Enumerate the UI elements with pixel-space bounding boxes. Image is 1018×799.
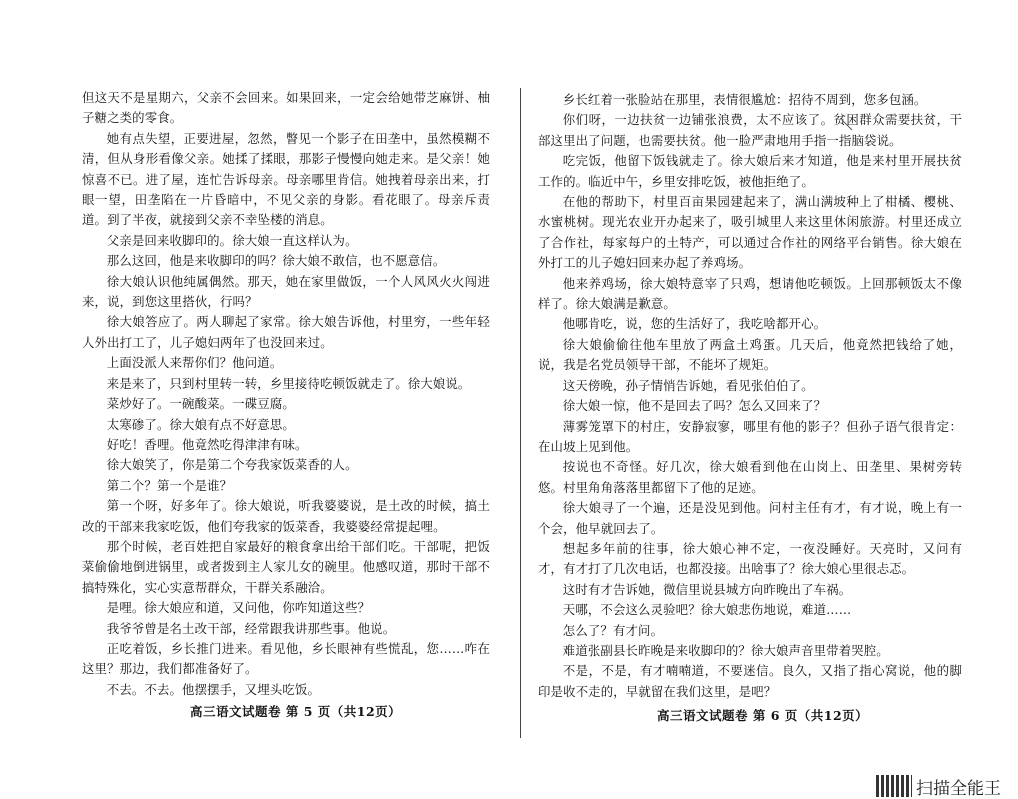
paragraph: 正吃着饭，乡长推门进来。看见他，乡长眼神有些慌乱，您……咋在这里？那边，我们都准备好了。 <box>82 640 490 677</box>
stray-mark-icon <box>840 118 854 132</box>
paragraph: 徐大娘笑了，你是第二个夸我家饭菜香的人。 <box>106 457 358 473</box>
paragraph: 徐大娘一惊，他不是回去了吗？怎么又回来了？ <box>562 398 827 414</box>
page-footer: 高三语文试题卷 第 5 页（共12页） <box>190 704 402 719</box>
paragraph: 他来养鸡场，徐大娘特意宰了只鸡，想请他吃顿饭。上回那顿饭太不像样了。徐大娘满是歉意。 <box>538 275 962 312</box>
paragraph: 徐大娘答应了。两人聊起了家常。徐大娘告诉他，村里穷，一些年轻人外出打工了，儿子媳妇两年了也没回来过。 <box>82 314 490 350</box>
paragraph: 我爷爷曾是名土改干部，经常跟我讲那些事。他说。 <box>106 620 396 636</box>
right-page <box>509 0 1018 799</box>
paragraph: 按说也不奇怪。好几次，徐大娘看到他在山岗上、田垄里、果树旁转悠。村里角角落落里都留下了他的足迹。 <box>538 459 962 495</box>
paragraph: 来是来了，只到村里转一转，乡里接待吃顿饭就走了。徐大娘说。 <box>106 375 471 391</box>
right-page-body <box>538 90 962 702</box>
paragraph: 太寒碜了。徐大娘有点不好意思。 <box>106 416 295 432</box>
paragraph: 这时有才告诉她，微信里说县城方向昨晚出了车祸。 <box>562 581 852 597</box>
paragraph: 不去。不去。他摆摆手，又埋头吃饭。 <box>106 681 320 697</box>
paragraph: 他哪肯吃，说，您的生活好了，我吃啥都开心。 <box>562 316 827 332</box>
watermark-text: 扫描全能王 <box>916 778 1001 799</box>
paragraph: 但这天不是星期六，父亲不会回来。如果回来，一定会给她带芝麻饼、柚子糖之类的零食。 <box>82 90 490 126</box>
paragraph: 在他的帮助下，村里百亩果园建起来了，满山满坡种上了柑橘、樱桃、水蜜桃树。现光农业开办起来了，吸引城里人来这里休闲旅游。村里还成立了合作社，每家每户的土特产，可以通过合作社的网络平台销售。徐大娘在外打工的儿子媳妇回来办起了养鸡场。 <box>538 194 962 271</box>
paragraph: 乡长红着一张脸站在那里，表情很尴尬：招待不周到，您多包涵。 <box>562 92 927 107</box>
paragraph: 是哩。徐大娘应和道，又问他，你咋知道这些？ <box>106 600 371 616</box>
paragraph: 她有点失望，正要进屋，忽然，瞥见一个影子在田垄中，虽然模糊不清，但从身形看像父亲。她揉了揉眼，那影子慢慢向她走来。是父亲！她惊喜不已。进了屋，连忙告诉母亲。母亲哪里肯信。她拽着母亲出来，打眼一望，田垄陷在一片昏暗中，不见父亲的身影。看花眼了。母亲斥责道。到了半夜，就接到父亲不幸坠楼的消息。 <box>82 130 490 228</box>
paragraph: 第二个？第一个是谁？ <box>106 477 233 493</box>
paragraph: 第一个呀，好多年了。徐大娘说，听我婆婆说，是土改的时候，搞土改的干部来我家吃饭，他们夸我家的饭菜香，我婆婆经常提起哩。 <box>82 498 490 534</box>
paragraph: 好吃！香哩。他竟然吃得津津有味。 <box>106 436 308 452</box>
paragraph: 难道张副县长昨晚是来收脚印的？徐大娘声音里带着哭腔。 <box>562 642 889 658</box>
page-footer: 高三语文试题卷 第 6 页（共12页） <box>657 708 869 723</box>
qr-code-icon <box>876 775 912 797</box>
paragraph: 徐大娘寻了一个遍，还是没见到他。问村主任有才，有才说，晚上有一个会，他早就回去了。 <box>538 500 962 536</box>
paragraph: 菜炒好了。一碗酸菜。一碟豆腐。 <box>106 396 295 412</box>
scanner-watermark <box>876 775 1001 797</box>
paragraph: 徐大娘偷偷往他车里放了两盒土鸡蛋。几天后，他竟然把钱给了她，说，我是名党员领导干部，不能坏了规矩。 <box>538 336 962 373</box>
paragraph: 父亲是回来收脚印的。徐大娘一直这样认为。 <box>106 232 358 248</box>
left-page-body <box>82 88 490 700</box>
paragraph: 那么这回，他是来收脚印的吗？徐大娘不敢信，也不愿意信。 <box>106 253 446 269</box>
paragraph: 吃完饭，他留下饭钱就走了。徐大娘后来才知道，他是来村里开展扶贫工作的。临近中午，乡里安排吃饭，被他拒绝了。 <box>538 153 962 189</box>
paragraph: 不是，不是，有才喃喃道，不要迷信。良久，又指了指心窝说，他的脚印是收不走的，早就留在我们这里，是吧？ <box>538 663 962 699</box>
paragraph: 这天傍晚，孙子情悄告诉她，看见张伯伯了。 <box>562 377 814 393</box>
paragraph: 上面没派人来帮你们？他问道。 <box>106 355 283 371</box>
paragraph: 想起多年前的往事，徐大娘心神不定，一夜没睡好。天亮时，又问有才，有才打了几次电话，也都没接。出啥事了？徐大娘心里很忐忑。 <box>538 540 962 577</box>
paragraph: 徐大娘认识他纯属偶然。那天，她在家里做饭，一个人风风火火闯进来，说，到您这里搭伙，行吗？ <box>82 273 490 310</box>
paragraph: 怎么了？有才问。 <box>562 622 664 638</box>
paragraph: 那个时候，老百姓把自家最好的粮食拿出给干部们吃。干部呢，把饭菜偷偷地倒进锅里，或者拨到主人家儿女的碗里。他感叹道，那时干部不搞特殊化，实心实意帮群众，干群关系融洽。 <box>82 538 490 595</box>
paragraph: 天哪，不会这么灵验吧？徐大娘悲伤地说，难道…… <box>562 602 852 618</box>
paragraph: 你们呀，一边扶贫一边铺张浪费，太不应该了。贫困群众需要扶贫，干部这里出了问题，也需要扶贫。他一脸严肃地用手指一指脑袋说。 <box>538 112 962 148</box>
paragraph: 薄雾笼罩下的村庄，安静寂寥，哪里有他的影子？但孙子语气很肯定：在山坡上见到他。 <box>538 418 962 454</box>
